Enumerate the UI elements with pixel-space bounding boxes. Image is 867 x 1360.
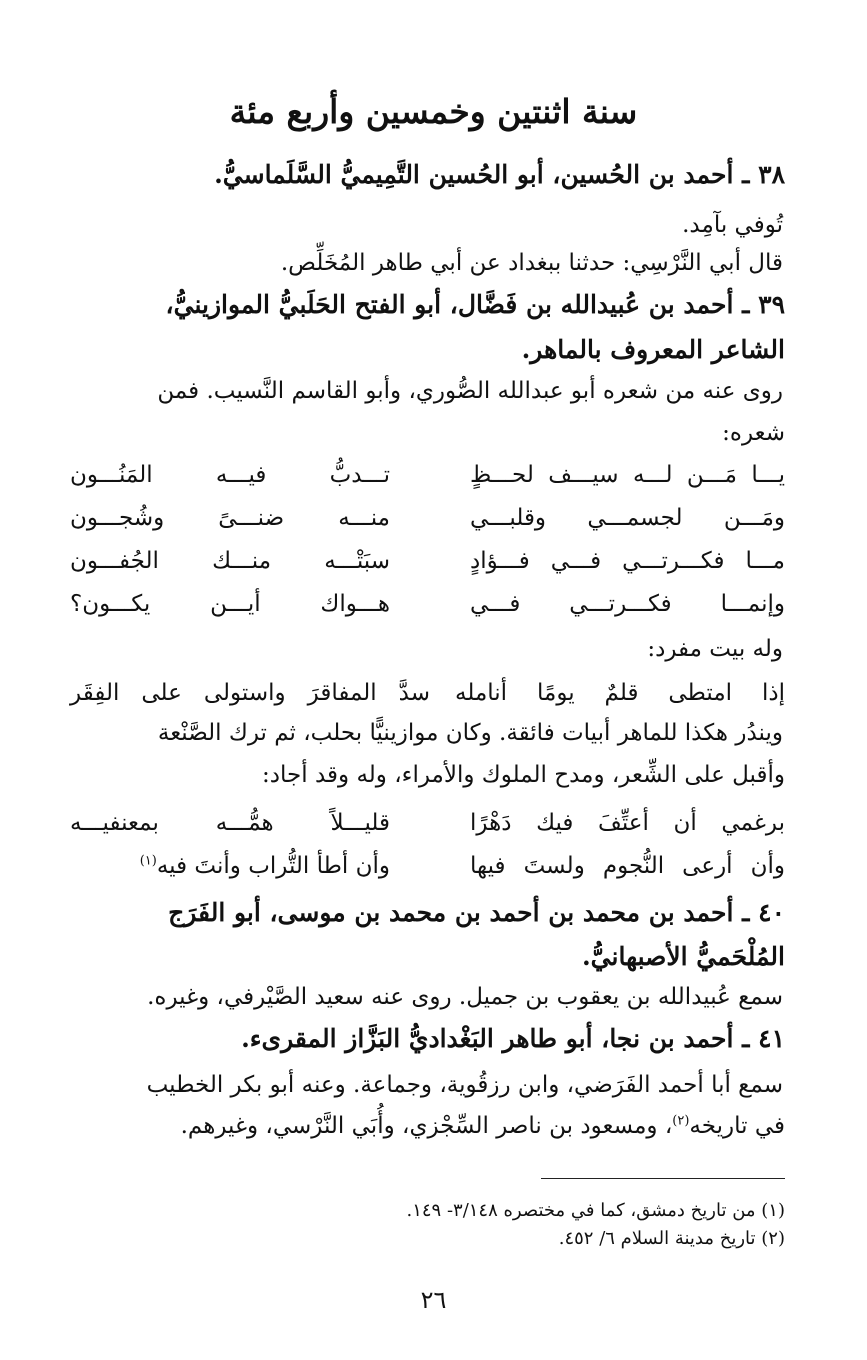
entry-41-heading: ٤١ ـ أحمد بن نجا، أبو طاهر البَغْداديُّ البَزَّاز المقرىء. [241, 1024, 785, 1053]
verse-first-half: مـــا فكـــرتـــي فـــي فـــؤادٍ [470, 548, 785, 574]
poem-verse [70, 810, 785, 844]
entry-39-paragraph: روى عنه من شعره أبو عبدالله الصُّوري، وأبو القاسم النَّسيب. فمن [157, 378, 783, 404]
entry-39-paragraph: وأقبل على الشِّعر، ومدح الملوك والأمراء، وله وقد أجاد: [262, 762, 785, 788]
single-verse [70, 680, 785, 714]
footnote-divider [541, 1178, 785, 1179]
poem-verse [70, 548, 785, 582]
entry-38-heading: ٣٨ ـ أحمد بن الحُسين، أبو الحُسين التَّمِيميُّ السَّلَماسيُّ. [214, 160, 785, 189]
verse-second-half [70, 853, 390, 879]
single-verse-intro: وله بيت مفرد: [647, 636, 783, 662]
section-title: سنة اثنتين وخمسين وأربع مئة [229, 92, 638, 131]
entry-41-text: ، ومسعود بن ناصر السِّجْزي، وأُبَي النَّرْسي، وغيرهم. [180, 1113, 673, 1139]
entry-39-heading-cont: الشاعر المعروف بالماهر. [521, 335, 785, 364]
entry-41-text: في تاريخه [689, 1113, 785, 1139]
poem-verse [70, 505, 785, 539]
footnote: (٢) تاريخ مدينة السلام ٦/ ٤٥٢. [558, 1228, 785, 1249]
verse-second-half: سبَتْـــه منـــك الجُفـــون [70, 548, 390, 574]
verse-first-half: يـــا مَـــن لـــه سيـــف لحـــظٍ [470, 462, 785, 488]
verse-first-half: ومَـــن لجسمـــي وقلبـــي [470, 505, 785, 531]
verse-first-half: برغمي أن أعتِّفَ فيك دَهْرًا [470, 810, 785, 836]
entry-41-line [40, 1113, 785, 1141]
verse-first-half: إذا امتطى قلمٌ يومًا أنامله [455, 680, 785, 706]
verse-second-half: هـــواك أيـــن يكـــون؟ [70, 591, 390, 617]
footnote-marker: (٢) [672, 1113, 690, 1129]
verse-second-half: منـــه ضنـــىً وشُجـــون [70, 505, 390, 531]
poem-verse [70, 462, 785, 496]
verse-second-half: قليـــلاً همُّـــه بمعنفيـــه [70, 810, 390, 836]
poem-verse [70, 853, 785, 887]
entry-39-paragraph: ويندُر هكذا للماهر أبيات فائقة. وكان موازينيًّا بحلب، ثم ترك الصَّنْعة [157, 720, 783, 746]
verse-text: وأن أطأ التُّراب وأنتَ فيه [156, 853, 390, 879]
entry-40-line: سمع عُبيدالله بن يعقوب بن جميل. روى عنه سعيد الصَّيْرفي، وغيره. [147, 984, 783, 1010]
page-number: ٢٦ [420, 1286, 447, 1314]
verse-second-half: تـــدبُّ فيـــه المَنُـــون [70, 462, 390, 488]
entry-39-heading: ٣٩ ـ أحمد بن عُبيدالله بن فَضَّال، أبو الفتح الحَلَبيُّ الموازينيُّ، [165, 290, 785, 319]
entry-40-heading-cont: المُلْحَميُّ الأصبهانيُّ. [581, 942, 785, 971]
verse-second-half: سدَّ المفاقرَ واستولى على الفِقَر [70, 680, 430, 706]
footnote: (١) من تاريخ دمشق، كما في مختصره ٣/١٤٨- ١٤٩. [406, 1200, 785, 1221]
entry-40-heading: ٤٠ ـ أحمد بن محمد بن أحمد بن محمد بن موسى، أبو الفَرَج [168, 898, 785, 927]
footnote-marker: (١) [139, 853, 157, 869]
verse-first-half: وأن أرعى النُّجوم ولستَ فيها [470, 853, 785, 879]
poem-verse [70, 591, 785, 625]
entry-38-line: قال أبي النَّرْسِي: حدثنا ببغداد عن أبي طاهر المُخَلِّص. [280, 250, 783, 276]
verse-first-half: وإنمـــا فكـــرتـــي فـــي [470, 591, 785, 617]
entry-41-line: سمع أبا أحمد الفَرَضي، وابن رزقُوية، وجماعة. وعنه أبو بكر الخطيب [146, 1072, 783, 1098]
entry-38-line: تُوفي بآمِد. [682, 212, 783, 238]
entry-39-paragraph: شعره: [722, 420, 785, 446]
